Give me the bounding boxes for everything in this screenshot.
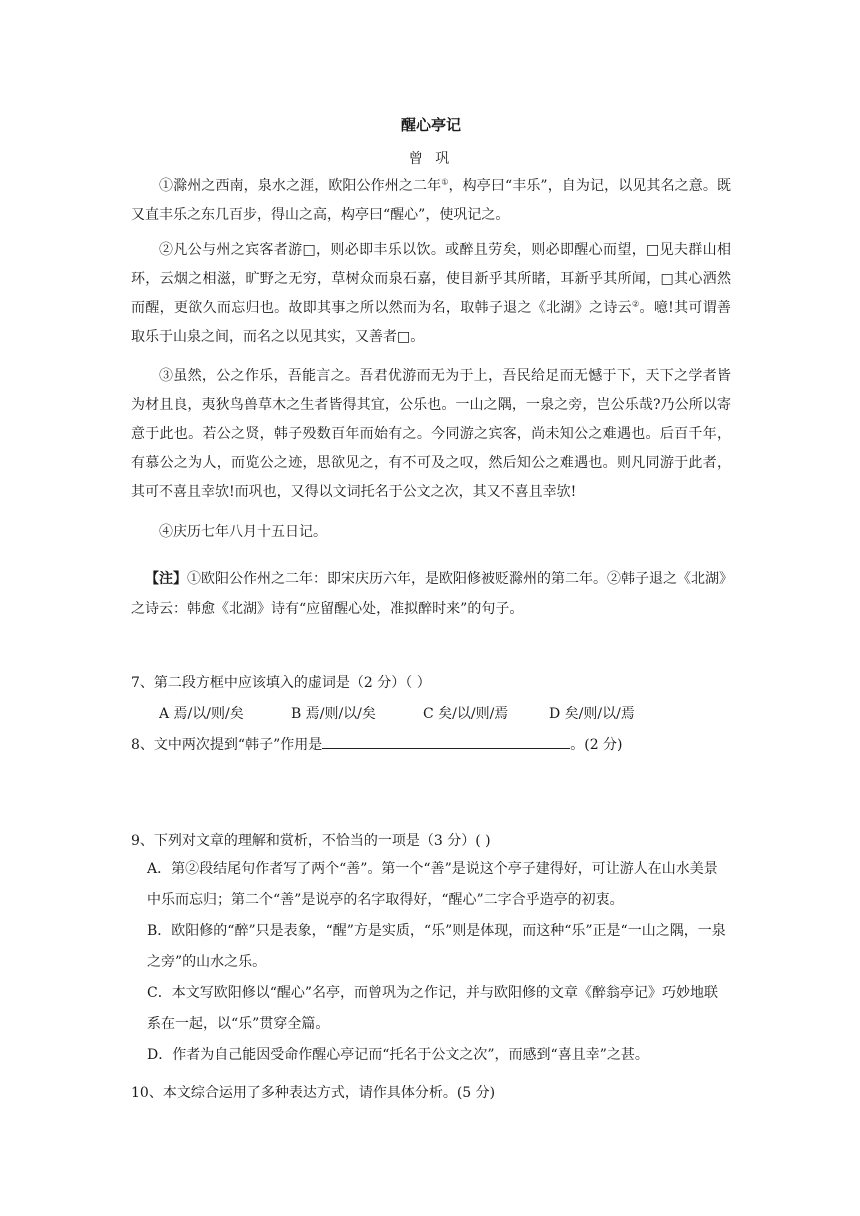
paragraph-4-text: ④庆历七年八月十五日记。 bbox=[159, 524, 327, 540]
paragraph-3-text: ③虽然，公之作乐，吾能言之。吾君优游而无为于上，吾民给足而无憾于下，天下之学者皆为材且良，夷狄鸟兽草木之生者皆得其宜，公乐也。一山之隅，一泉之旁，岂公乐哉?乃公所以寄意于此也。若公之贤，韩子殁数百年而始有之。今同游之宾客，尚未知公之难遇也。后百千年，有慕公之为人，而览公之迹，思欲见之，有不可及之叹，然后知公之难遇也。则凡同游于此者，其可不喜且幸欤!而巩也，又得以文词托名于公文之次，其又不喜且幸欤! bbox=[131, 368, 731, 500]
note-text: ①欧阳公作州之二年：即宋庆历六年，是欧阳修被贬滁州的第二年。②韩子退之《北湖》之诗云：韩愈《北湖》诗有“应留醒心处，准拟醉时来”的句子。 bbox=[131, 571, 726, 617]
paragraph-1-text-b: ，构亭曰“丰乐”，自为记，以见其名之意。既又直丰乐之东几百步，得山之高，构亭曰“醒心”，使巩记之。 bbox=[131, 178, 732, 223]
question-7-stem: 7、第二段方框中应该填入的虚词是（2 分）（ ） bbox=[131, 675, 431, 691]
paragraph-3 bbox=[131, 362, 731, 507]
question-10-stem: 10、本文综合运用了多种表达方式，请作具体分析。(5 分) bbox=[131, 1085, 496, 1101]
paragraph-4 bbox=[131, 518, 731, 547]
paragraph-2-text-b: 。噫!其可谓善取乐于山泉之间，而名之以见其实，又善者□。 bbox=[131, 300, 732, 345]
question-8 bbox=[131, 732, 751, 758]
footnote-mark-1: ① bbox=[441, 177, 449, 187]
q7-option-d: D 矣/则/以/焉 bbox=[549, 706, 635, 722]
question-8-points: 。(2 分) bbox=[570, 737, 623, 753]
q7-option-c: C 矣/以/则/焉 bbox=[423, 706, 509, 722]
essay-author: 曾 巩 bbox=[408, 151, 454, 167]
annotation-note bbox=[131, 564, 731, 624]
paragraph-1 bbox=[131, 172, 731, 230]
paragraph-2-text-a: ②凡公与州之宾客者游□，则必即丰乐以饮。或醉且劳矣，则必即醒心而望，□见夫群山相环，云烟之相滋，旷野之无穷，草树众而泉石嘉，使目新乎其所睹，耳新乎其所闻，□其心洒然而醒，更欲久而忘归也。故即其事之所以然而为名，取韩子退之《北湖》之诗云 bbox=[131, 242, 731, 316]
question-9-stem: 9、下列对文章的理解和赏析，不恰当的一项是（3 分）( ) bbox=[131, 833, 491, 849]
paragraph-1-text-a: ①滁州之西南，泉水之涯，欧阳公作州之二年 bbox=[159, 178, 442, 194]
footnote-mark-2: ② bbox=[632, 299, 640, 309]
q9-option-b: B．欧阳修的“醉”只是表象，“醒”方是实质，“乐”则是体现，而这种“乐”正是“一山之隅，一泉之旁”的山水之乐。 bbox=[147, 923, 726, 970]
q7-option-a: A 焉/以/则/矣 bbox=[159, 706, 244, 722]
essay-title: 醒心亭记 bbox=[400, 116, 461, 134]
q9-option-d: D．作者为自己能因受命作醒心亭记而“托名于公文之次”，而感到“喜且幸”之甚。 bbox=[147, 1047, 649, 1063]
q7-option-b: B 焉/则/以/矣 bbox=[291, 706, 376, 722]
answer-blank[interactable] bbox=[322, 734, 570, 749]
note-label: 【注】 bbox=[145, 571, 187, 587]
q9-option-a: A．第②段结尾句作者写了两个“善”。第一个“善”是说这个亭子建得好，可让游人在山水美景中乐而忘归；第二个“善”是说亭的名字取得好，“醒心”二字合乎造亭的初衷。 bbox=[147, 861, 718, 908]
paragraph-2 bbox=[131, 236, 731, 352]
q9-option-c: C．本文写欧阳修以“醒心”名亭，而曾巩为之作记，并与欧阳修的文章《醉翁亭记》巧妙地联系在一起，以“乐”贯穿全篇。 bbox=[147, 985, 719, 1032]
question-8-stem: 8、文中两次提到“韩子”作用是 bbox=[131, 737, 323, 753]
